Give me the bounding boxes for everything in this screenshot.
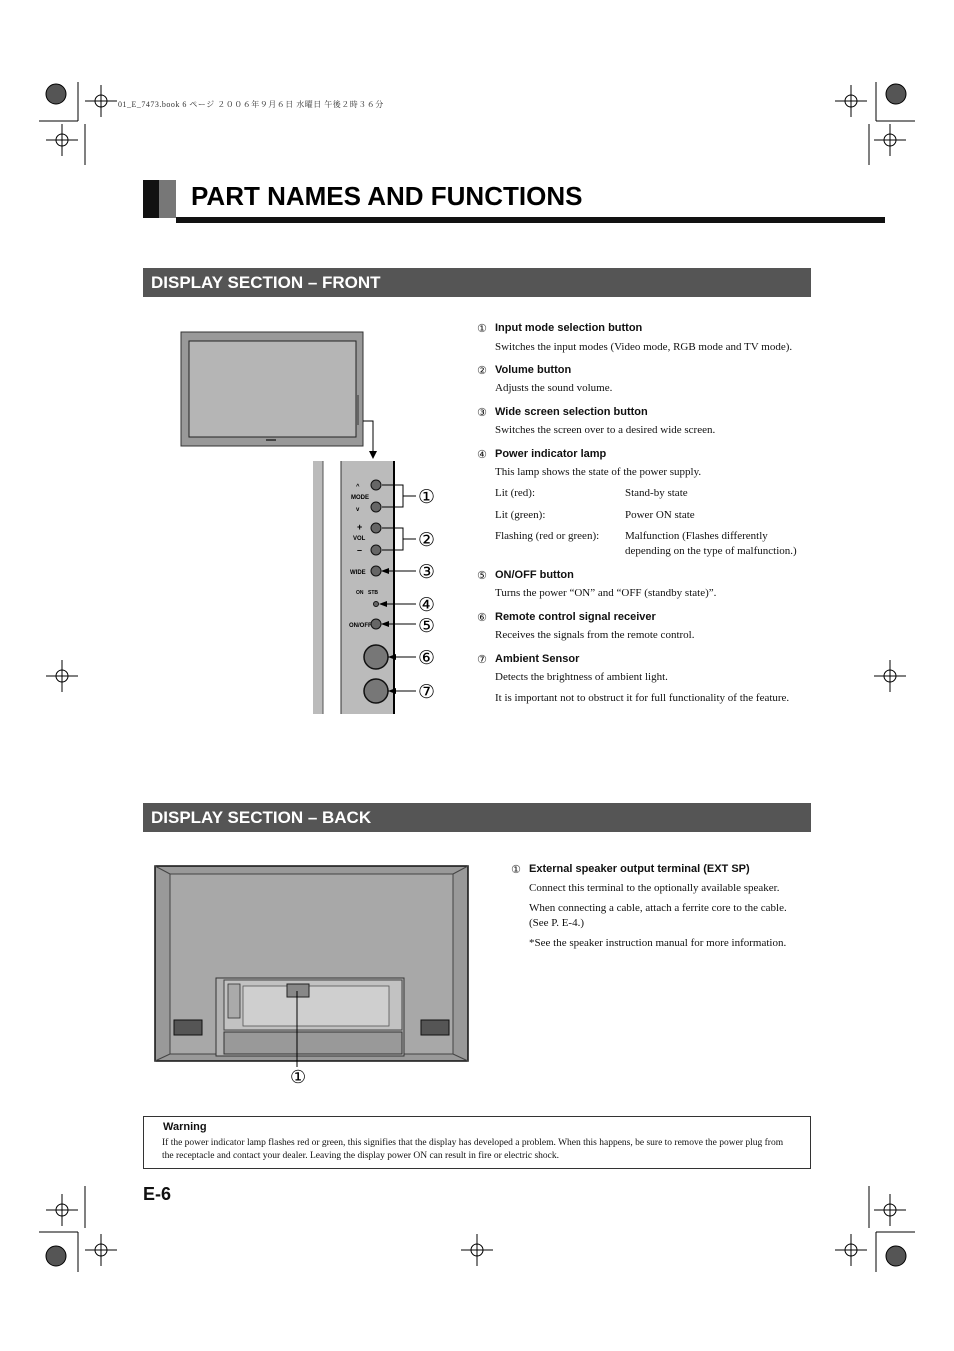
item-line-3: (See P. E-4.) [529,917,584,929]
item-description: Turns the power “ON” and “OFF (standby state)”. [495,587,717,599]
front-callout-1: ① [418,486,436,508]
lamp-state-label: Flashing (red or green): [495,530,600,542]
item-title: Remote control signal receiver [495,611,656,623]
front-callout-6: ⑥ [418,647,436,669]
title-marker-dark [143,180,159,218]
lamp-state-label: Lit (green): [495,509,546,521]
item-description: Adjusts the sound volume. [495,382,613,394]
panel-vol-label: VOL [353,536,366,542]
item-line-2: When connecting a cable, attach a ferrite core to the cable. [529,902,787,914]
page-title-block [143,180,885,224]
item-line-1: Connect this terminal to the optionally available speaker. [529,882,780,894]
front-callout-7: ⑦ [418,681,436,703]
panel-up-label: ^ [356,484,360,490]
item-number: ② [477,364,487,377]
panel-plus-label: + [357,522,363,532]
lamp-state-meaning: Stand-by state [625,487,688,499]
svg-text:STB: STB [368,590,378,596]
title-marker-gray [159,180,176,218]
front-callout-5: ⑤ [418,615,436,637]
item-description: Switches the input modes (Video mode, RGB mode and TV mode). [495,341,793,353]
item-description: Receives the signals from the remote control. [495,629,695,641]
item-number: ① [511,863,521,876]
item-description: Switches the screen over to a desired wide screen. [495,424,716,436]
page-number: E-6 [143,1184,172,1204]
item-title: ON/OFF button [495,569,574,581]
item-number: ⑥ [477,611,487,624]
svg-text:ON: ON [356,590,364,596]
warning-title: Warning [163,1121,207,1133]
front-callout-3: ③ [418,561,436,583]
item-title: Power indicator lamp [495,448,607,460]
item-number: ⑦ [477,653,487,666]
section-heading-front: DISPLAY SECTION – FRONT [143,268,811,297]
warning-text: If the power indicator lamp flashes red or green, this signifies that the display has developed a problem. When this happens, be sure to remove the power plug from the receptacle and contact your dealer. Leaving the display power ON can result in fire or electric shock. [162,1138,784,1161]
item-title: Ambient Sensor [495,653,580,665]
lamp-state-meaning: Power ON state [625,509,695,521]
item-title: External speaker output terminal (EXT SP) [529,863,750,875]
item-title: Input mode selection button [495,322,643,334]
item-number: ④ [477,448,487,461]
item-title: Wide screen selection button [495,406,648,418]
panel-minus-label: – [357,545,363,555]
panel-down-label: v [356,507,360,513]
item-title: Volume button [495,364,572,376]
item-number: ⑤ [477,569,487,582]
lamp-state-meaning-cont: depending on the type of malfunction.) [625,545,797,557]
front-display-illustration [170,325,450,720]
back-display-illustration [150,862,475,1092]
item-line-4: *See the speaker instruction manual for more information. [529,937,787,949]
item-note: It is important not to obstruct it for full functionality of the feature. [495,692,790,704]
printer-note: 01_E_7473.book 6 ページ ２００６年９月６日 水曜日 午後２時３６分 [118,100,384,109]
back-callout-1: ① [290,1067,307,1088]
front-callout-4: ④ [418,594,436,616]
title-underline [176,217,885,223]
front-callout-2: ② [418,529,436,551]
panel-onoff-label: ON/OFF [349,623,372,629]
item-number: ③ [477,406,487,419]
lamp-state-meaning: Malfunction (Flashes differently [625,530,768,542]
warning-box [143,1116,811,1169]
panel-wide-label: WIDE [350,570,366,576]
item-description: This lamp shows the state of the power supply. [495,466,702,478]
item-number: ① [477,322,487,335]
page-title: PART NAMES AND FUNCTIONS [191,181,583,211]
panel-mode-label: MODE [351,495,369,501]
section-heading-back: DISPLAY SECTION – BACK [143,803,811,832]
lamp-state-label: Lit (red): [495,487,536,499]
item-description: Detects the brightness of ambient light. [495,671,668,683]
